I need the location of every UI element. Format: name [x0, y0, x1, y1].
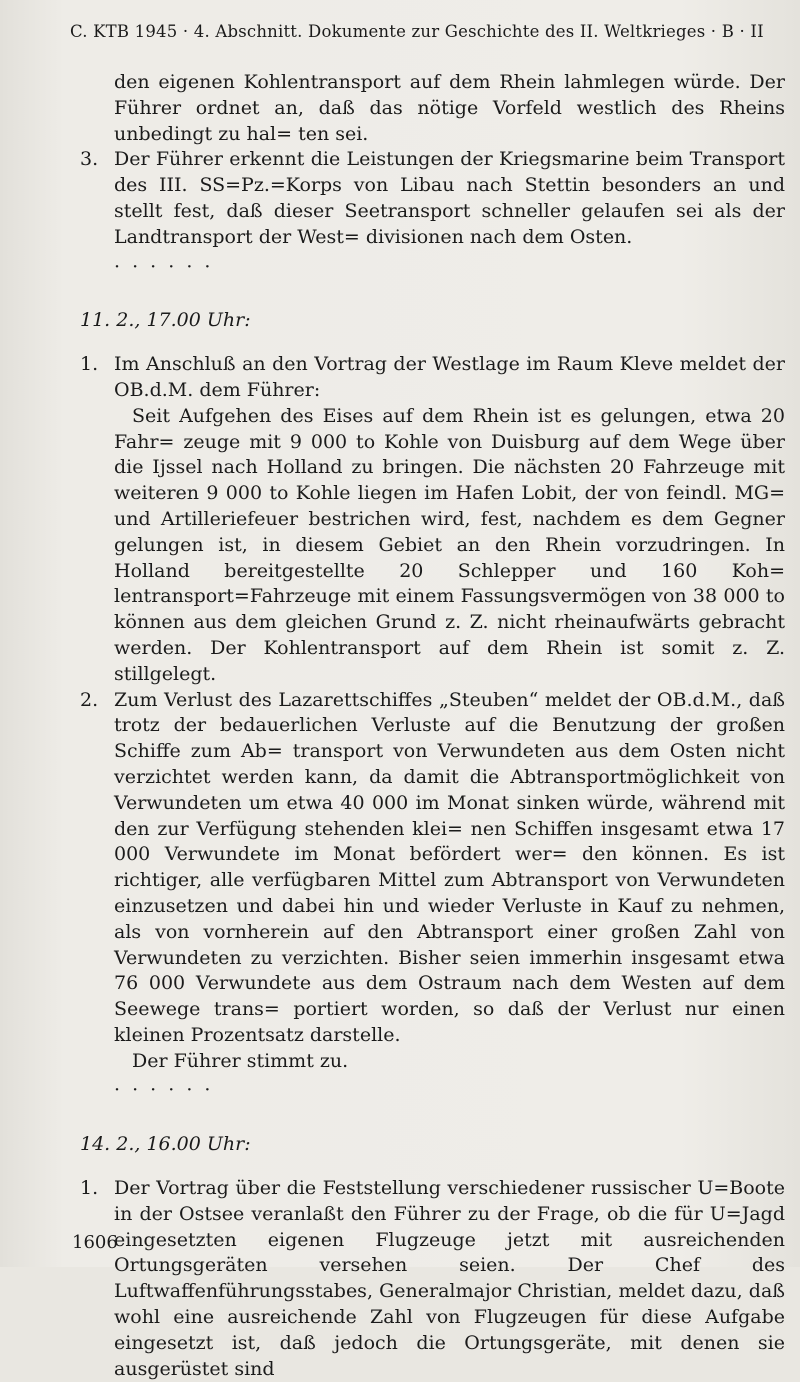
item-text: Der Führer erkennt die Leistungen der Kriegsmarine beim Transport des III. SS=Pz.=Korps von Libau nach Stettin besonders an und stellt fest, daß dieser Seetransport schneller gelaufen sei als der Landtransport der West= divisionen nach dem Osten.	[114, 148, 785, 248]
date-heading: 14. 2., 16.00 Uhr:	[80, 1133, 251, 1156]
item-text: Im Anschluß an den Vortrag der Westlage im Raum Kleve meldet der OB.d.M. dem Führer:	[114, 353, 785, 401]
paragraph-continuation: den eigenen Kohlentransport auf dem Rhein lahmlegen würde. Der Führer ordnet an, daß das nötige Vorfeld westlich des Rheins unbedingt zu hal= ten sei.	[114, 71, 785, 145]
page-number: 1606	[72, 1232, 118, 1253]
item-number: 1.	[80, 1177, 99, 1200]
numbered-item-1b	[80, 1176, 785, 1382]
numbered-item-3	[80, 147, 785, 250]
numbered-item-2	[80, 688, 785, 1049]
item-number: 2.	[80, 688, 99, 711]
fuehrer-agrees: Der Führer stimmt zu.	[132, 1049, 349, 1072]
page-body	[80, 70, 785, 1382]
item-number: 1.	[80, 353, 99, 376]
item-number: 3.	[80, 148, 99, 171]
quoted-report: Seit Aufgehen des Eises auf dem Rhein ist es gelungen, etwa 20 Fahr= zeuge mit 9 000 to Kohle von Duisburg auf dem Wege über die Ijssel nach Holland zu bringen. Die nächsten 20 Fahrzeuge mit weiteren 9 000 to Kohle liegen im Hafen Lobit, der von feindl. MG= und Artilleriefeuer bestrichen wird, fest, nachdem es dem Gegner gelungen ist, in diesem Gebiet an den Rhein vorzudringen. In Holland bereitgestellte 20 Schlepper und 160 Koh= lentransport=Fahrzeuge mit einem Fassungsvermögen von 38 000 to können aus dem gleichen Grund z. Z. nicht rheinaufwärts gebracht werden. Der Kohlentransport auf dem Rhein ist somit z. Z. stillgelegt.	[114, 404, 785, 685]
ellipsis-dots: · · · · · ·	[114, 1079, 214, 1102]
item-text: Zum Verlust des Lazarettschiffes „Steuben“ meldet der OB.d.M., daß trotz der bedauerlichen Verluste auf die Benutzung der großen Schiffe zum Ab= transport von Verwundeten aus dem Osten nicht verzichtet werden kann, da damit die Abtransportmöglichkeit von Verwundeten um etwa 40 000 im Monat sinken würde, während mit den zur Verfügung stehenden klei= nen Schiffen insgesamt etwa 17 000 Verwundete im Monat befördert wer= den können. Es ist richtiger, alle verfügbaren Mittel zum Abtransport von Verwundeten einzusetzen und dabei hin und wieder Verluste in Kauf zu nehmen, als von vornherein auf den Abtransport einer großen Zahl von Verwundeten zu verzichten. Bisher seien immerhin insgesamt etwa 76 000 Verwundete aus dem Ostraum nach dem Westen auf dem Seewege trans= portiert worden, so daß der Verlust nur einen kleinen Prozentsatz darstelle.	[114, 688, 785, 1046]
date-heading: 11. 2., 17.00 Uhr:	[80, 309, 251, 332]
ellipsis-dots: · · · · · ·	[114, 255, 214, 278]
running-head: C. KTB 1945 · 4. Abschnitt. Dokumente zur Geschichte des II. Weltkrieges · B · II	[70, 22, 764, 41]
item-text: Der Vortrag über die Feststellung verschiedener russischer U=Boote in der Ostsee veranlaßt den Führer zu der Frage, ob die für U=Jagd eingesetzten eigenen Flugzeuge jetzt mit ausreichenden Ortungsgeräten versehen seien. Der Chef des Luftwaffenführungsstabes, Generalmajor Christian, meldet dazu, daß wohl eine ausreichende Zahl von Flugzeugen für diese Aufgabe eingesetzt ist, daß jedoch die Ortungsgeräte, mit denen sie ausgerüstet sind	[114, 1177, 785, 1380]
numbered-item-1	[80, 352, 785, 404]
